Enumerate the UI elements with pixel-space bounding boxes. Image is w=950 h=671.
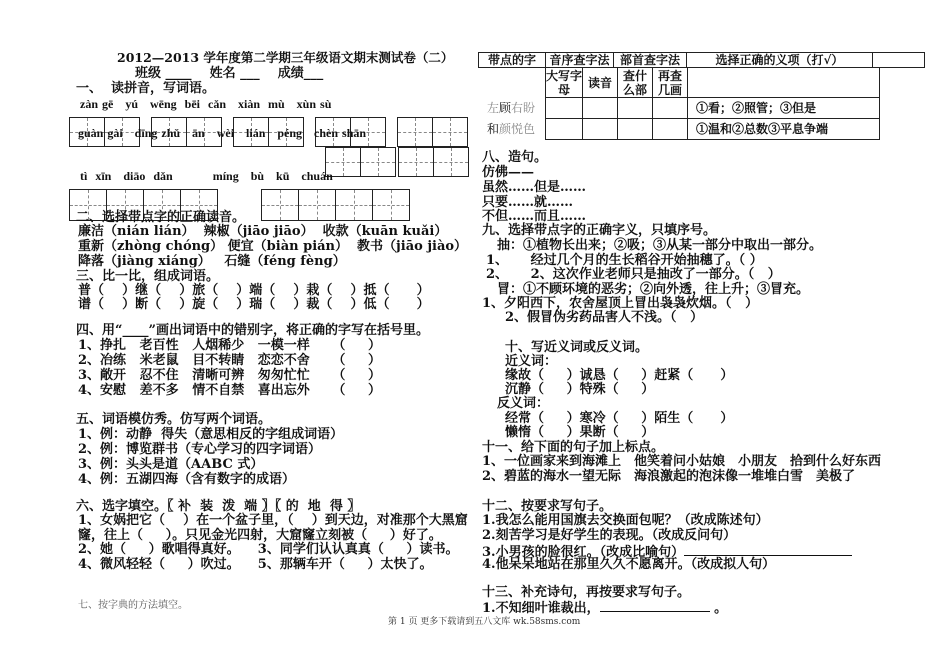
dict-table-header-empty bbox=[872, 52, 925, 68]
section-5-heading: 五、词语模仿秀。仿写两个词语。 bbox=[76, 412, 272, 427]
poem-line-end: 。 bbox=[709, 601, 728, 616]
dict-table-subheader: 读音 bbox=[582, 67, 618, 98]
section-11-line: 1、一位画家来到海滩上 他笑着问小姑娘 小朋友 拾到什么好东西 bbox=[482, 454, 882, 469]
section-6-line: 1、女娲把它（ ）在一个盆子里，（ ）到天边，对准那个大黑窟 bbox=[78, 513, 468, 528]
section-8-line: 不但……而且…… bbox=[482, 209, 587, 224]
dict-table-answer-cell bbox=[652, 97, 688, 119]
tianzige-box bbox=[432, 117, 468, 147]
tianzige-box bbox=[261, 189, 299, 221]
dict-table-word bbox=[478, 97, 546, 119]
section-10-line: 缘故（ ）诚恳（ ）赶紧（ ） bbox=[505, 368, 734, 383]
section-5-line: 2、例：博览群书（专心学习的四字词语） bbox=[78, 442, 322, 457]
section-9-definition: 抽：①植物长出来；②吸；③从某一部分中取出一部分。 bbox=[497, 238, 823, 253]
section-8-line: 只要……就…… bbox=[482, 195, 574, 210]
section-2-line: 廉洁（nián lián） 辣椒（jiāo jiāo） 收款（kuān kuǎi） bbox=[78, 224, 448, 239]
dict-table-header: 部首查字法 bbox=[613, 52, 687, 68]
section-12-line-text: 3.小男孩的脸很红。（改成比喻句） bbox=[482, 545, 685, 560]
section-6-heading: 六、选字填空。〖 补 装 泼 端 〗〖 的 地 得 〗 bbox=[76, 499, 361, 514]
section-9-line: 1、 经过几个月的生长稻谷开始抽穗了。（ ） bbox=[486, 253, 763, 268]
dict-table-subheader: 查什么部 bbox=[617, 67, 653, 98]
synonym-label: 近义词： bbox=[505, 354, 558, 369]
dict-table-subheader: 再查几画 bbox=[652, 67, 688, 98]
section-4-line: 3、敞开 忍不住 清晰可辨 匆匆忙忙 （ ） bbox=[78, 368, 382, 383]
section-11-heading: 十一、给下面的句子加上标点。 bbox=[482, 440, 665, 455]
section-5-line: 3、例：头头是道（AABC 式） bbox=[78, 457, 264, 472]
section-12-line: 1.我怎么能用国旗去交换面包呢？（改成陈述句） bbox=[482, 513, 769, 528]
section-4-line: 4、安慰 差不多 情不自禁 喜出忘外 （ ） bbox=[78, 383, 382, 398]
tianzige-box bbox=[360, 147, 396, 177]
section-13-heading: 十三、补充诗句，再按要求写句子。 bbox=[482, 585, 691, 600]
page-footer: 第 1 页 更多下载请到五八文库 wk.58sms.com bbox=[388, 617, 581, 627]
section-4-line: 2、冶练 米老鼠 目不转睛 恋恋不舍 （ ） bbox=[78, 353, 382, 368]
dict-table-subheader: 大写字母 bbox=[546, 68, 583, 97]
section-6-line: 2、她（ ）歌唱得真好。 3、同学们认认真真（ ）读书。 bbox=[78, 542, 459, 557]
section-9-heading: 九、选择带点字的正确字义，只填序号。 bbox=[482, 223, 717, 238]
section-8-line: 虽然……但是…… bbox=[482, 180, 587, 195]
dict-table-subheader-empty bbox=[687, 67, 880, 98]
section-2-heading: 二、选择带点字的正确读音。 bbox=[76, 210, 246, 225]
word-part: 左 bbox=[487, 101, 500, 115]
tianzige-box bbox=[397, 117, 433, 147]
tianzige-group bbox=[326, 147, 396, 177]
dict-table-answer-cell bbox=[582, 97, 618, 119]
section-8-heading: 八、造句。 bbox=[482, 150, 548, 165]
section-12-line: 4.他呆呆地站在那里久久不愿离开。（改成拟人句） bbox=[482, 557, 776, 572]
section-4-heading: 四、用“____”画出词语中的错别字，将正确的字写在括号里。 bbox=[76, 323, 429, 338]
section-2-line: 降落（jiàng xiáng） 石缝（féng fèng） bbox=[78, 254, 346, 269]
dict-table-header: 音序查字法 bbox=[545, 52, 614, 68]
student-info-line: 班级 ____ 姓名 ___ 成绩___ bbox=[135, 66, 324, 81]
dict-table-answer-cell bbox=[617, 97, 653, 119]
section-12-line: 2.刻苦学习是好学生的表现。（改成反问句） bbox=[482, 528, 737, 543]
section-11-line: 2、碧蓝的海水一望无际 海浪激起的泡沫像一堆堆白雪 美极了 bbox=[482, 469, 856, 484]
tianzige-box bbox=[398, 147, 434, 177]
section-9-line: 2、假冒伪劣药品害人不浅。（ ） bbox=[505, 310, 704, 325]
tianzige-box bbox=[372, 189, 410, 221]
dict-table-answer-cell bbox=[652, 118, 688, 140]
section-10-line: 经常（ ）寒冷（ ）陌生（ ） bbox=[505, 411, 734, 426]
answer-blank-line bbox=[684, 544, 852, 556]
section-10-line: 懒惰（ ）果断（ ） bbox=[505, 425, 655, 440]
section-1-heading: 一、 读拼音，写词语。 bbox=[76, 81, 216, 96]
answer-blank-line bbox=[600, 600, 710, 612]
section-2-line: 重新（zhòng chóng） 便宜（biàn pián） 教书（jiāo jiào） bbox=[78, 239, 468, 254]
dict-table-meanings: ①温和②总数③平息争端 bbox=[687, 118, 880, 140]
pinyin-row: tì xīn diāo dǎn míng bù kū chuán bbox=[80, 169, 333, 183]
tianzige-box bbox=[298, 189, 336, 221]
dotted-char: 和 bbox=[487, 122, 500, 136]
poem-line-start: 1.不知细叶谁裁出， bbox=[482, 601, 600, 616]
section-4-line: 1、挣扎 老百性 人烟稀少 一模一样 （ ） bbox=[78, 338, 382, 353]
dict-table-answer-cell bbox=[545, 97, 583, 119]
section-12-heading: 十二、按要求写句子。 bbox=[482, 499, 613, 514]
section-6-line: 4、微风轻轻（ ）吹过。 5、那辆车开（ ）太快了。 bbox=[78, 557, 433, 572]
exam-title: 2012—2013 学年度第二学期三年级语文期末测试卷（二） bbox=[117, 50, 454, 65]
tianzige-group bbox=[262, 189, 410, 221]
pinyin-row: zàn gē yú wēng bēi cǎn xiàn mù xùn sù bbox=[80, 97, 332, 111]
tianzige-box bbox=[433, 147, 469, 177]
section-3-line: 普（ ）继（ ）旅（ ）端（ ）栽（ ）抵（ ） bbox=[78, 283, 430, 298]
dict-table-answer-cell bbox=[545, 118, 583, 140]
section-3-line: 谱（ ）断（ ）旋（ ）瑞（ ）裁（ ）低（ ） bbox=[78, 297, 430, 312]
dict-table-word bbox=[478, 118, 546, 140]
section-10-heading: 十、写近义词或反义词。 bbox=[505, 340, 649, 355]
dict-table-answer-cell bbox=[617, 118, 653, 140]
section-9-definition: 冒：①不顾环境的恶劣；②向外透，往上升；③冒充。 bbox=[497, 282, 810, 297]
word-part: 右盼 bbox=[511, 101, 536, 115]
dict-table-meanings: ①看；②照管；③但是 bbox=[687, 97, 880, 119]
section-7-heading: 七、按字典的方法填空。 bbox=[78, 600, 188, 611]
antonym-label: 反义词： bbox=[497, 396, 550, 411]
dict-table-answer-cell bbox=[582, 118, 618, 140]
section-5-line: 4、例：五湖四海（含有数字的成语） bbox=[78, 472, 296, 487]
section-3-heading: 三、比一比，组成词语。 bbox=[76, 269, 220, 284]
dict-table-header: 选择正确的义项（打√） bbox=[686, 52, 873, 68]
section-6-line: 窿，往上（ ）。只见金光四射，大窟窿立刻被（ ）好了。 bbox=[78, 528, 442, 543]
tianzige-group bbox=[399, 147, 469, 177]
tianzige-group bbox=[398, 117, 468, 147]
dotted-char: 顾 bbox=[499, 101, 512, 115]
section-9-line: 2、 2、这次作业老师只是抽改了一部分。（ ） bbox=[486, 267, 781, 282]
section-5-line: 1、例：动静 得失（意思相反的字组成词语） bbox=[78, 427, 344, 442]
tianzige-box bbox=[335, 189, 373, 221]
pinyin-row: guàn gài dīng zhǔ ān wèi lián péng chèn shān bbox=[78, 126, 367, 140]
section-9-line: 1、夕阳西下，农舍屋顶上冒出袅袅炊烟。（ ） bbox=[482, 296, 759, 311]
dict-table-header: 带点的字 bbox=[478, 52, 546, 68]
section-8-line: 仿佛—— bbox=[482, 165, 535, 180]
section-13-line bbox=[482, 600, 727, 616]
section-10-line: 沉静（ ）特殊（ ） bbox=[505, 382, 655, 397]
word-part: 颜悦色 bbox=[499, 122, 536, 136]
